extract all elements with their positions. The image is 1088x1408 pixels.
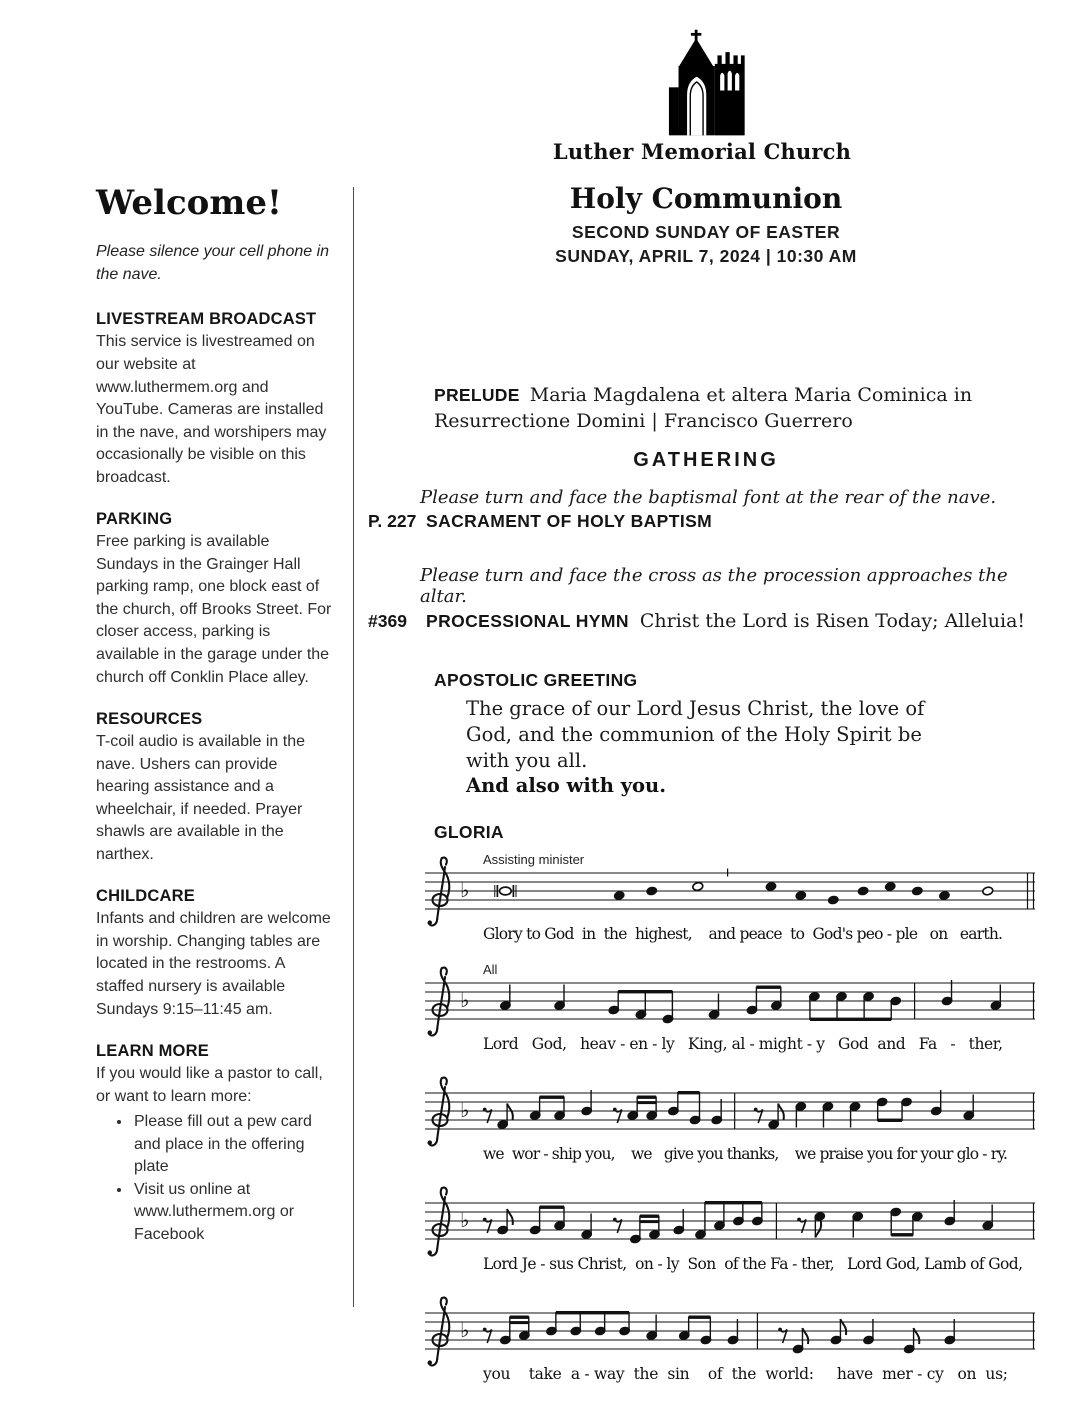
gathering-heading: GATHERING	[633, 448, 779, 471]
service-title: Holy Communion	[569, 182, 843, 215]
section-body-resources: T-coil audio is available in the nave. Ushers can provide hearing assistance and a wheelchair, if needed. Prayer shawls are available in the narthex.	[96, 733, 306, 863]
gloria-music-notation	[423, 849, 1044, 1392]
rubric-baptism: Please turn and face the baptismal font at the rear of the nave.	[420, 486, 997, 508]
greeting-text: The grace of our Lord Jesus Christ, the love of God, and the communion of the Holy Spirit be with you all.	[466, 696, 925, 772]
gloria-staff-3	[423, 1069, 1044, 1172]
section-heading-parking: PARKING	[96, 510, 173, 529]
rubric-procession: Please turn and face the cross as the procession approaches the altar.	[420, 564, 1008, 607]
welcome-title: Welcome!	[96, 183, 282, 223]
prelude-line	[434, 383, 974, 435]
section-body-childcare: Infants and children are welcome in worship. Changing tables are located in the restrooms. A staffed nursery is available Sundays 9:15–11:45 am.	[96, 910, 331, 1018]
section-heading-learn-more: LEARN MORE	[96, 1042, 209, 1061]
section-heading-childcare: CHILDCARE	[96, 887, 195, 906]
greeting-response: And also with you.	[466, 774, 667, 798]
item-label: SACRAMENT OF HOLY BAPTISM	[426, 510, 713, 531]
svg-text:♭: ♭	[460, 988, 470, 1013]
svg-text:♭: ♭	[460, 878, 470, 903]
service-subtitle: SECOND SUNDAY OF EASTER	[571, 222, 841, 242]
section-heading-livestream: LIVESTREAM BROADCAST	[96, 310, 317, 329]
column-divider	[353, 187, 354, 1307]
section-body-learn-more: If you would like a pastor to call, or want to learn more:	[96, 1065, 323, 1105]
church-logo-icon	[654, 28, 750, 136]
section-heading-resources: RESOURCES	[96, 710, 203, 729]
page-ref: P. 227	[368, 510, 417, 531]
svg-text:♭: ♭	[460, 1318, 470, 1343]
svg-text:we wor - ship you, we gi: we wor - ship you, we give you thanks, we praise you for your glo - ry.	[483, 1145, 1008, 1164]
hymn-title: Christ the Lord is Risen Today; Alleluia!	[639, 609, 1026, 632]
learn-more-list	[96, 1111, 333, 1246]
prelude-label: PRELUDE	[434, 385, 520, 405]
church-name: Luther Memorial Church	[552, 139, 852, 164]
section-body-parking: Free parking is available Sundays in the Grainger Hall parking ramp, one block east of the church, off Brooks Street. For closer access, parking is available in the garage under the church off Conklin Place alley.	[96, 533, 332, 686]
prelude-title: Maria Magdalena et altera Maria Cominica in Resurrectione Domini | Francisco Guerrero	[434, 384, 973, 432]
svg-text:All: All	[483, 962, 498, 978]
silence-note: Please silence your cell phone in the nave.	[96, 243, 330, 283]
order-of-service	[368, 182, 1044, 1399]
section-body-livestream: This service is livestreamed on our website at www.luthermem.org and YouTube. Cameras are installed in the nave, and worshipers may occasionally be visible on this broadcast.	[96, 333, 327, 486]
sidebar	[96, 183, 333, 1246]
hymn-number: #369	[368, 610, 407, 631]
svg-text:you take a - way the sin: you take a - way the sin of the world: have mer - cy on us;	[483, 1365, 1008, 1384]
gloria-staff-5	[423, 1289, 1044, 1392]
item-label: PROCESSIONAL HYMN	[426, 610, 629, 631]
svg-text:♭: ♭	[460, 1098, 470, 1123]
gloria-staff-2	[423, 959, 1044, 1062]
service-datetime: SUNDAY, APRIL 7, 2024 | 10:30 AM	[555, 246, 857, 266]
apostolic-greeting-label: APOSTOLIC GREETING	[434, 669, 638, 690]
gloria-staff-1	[423, 849, 1044, 952]
svg-text:Lord God, heav - en - ly: Lord God, heav - en - ly King, al - might - y God and Fa - ther,	[483, 1035, 1003, 1054]
gloria-label: GLORIA	[434, 822, 504, 843]
svg-text:Glory to God in the highest: Glory to God in the highest, and peace to God's peo - ple on earth.	[483, 925, 1003, 944]
gloria-staff-4	[423, 1179, 1044, 1282]
service-item-baptism	[368, 511, 1044, 532]
svg-text:♭: ♭	[460, 1208, 470, 1233]
service-item-processional-hymn	[368, 610, 1044, 632]
list-item: • Please fill out a pew card and place in the offering plate	[132, 1111, 333, 1179]
list-item: • Visit us online at www.luthermem.org or Facebook	[132, 1179, 333, 1247]
svg-text:Lord Je - sus Christ, on - ly: Lord Je - sus Christ, on - ly Son of the Fa - ther, Lord God, Lamb of God,	[483, 1255, 1024, 1274]
header	[552, 28, 852, 164]
svg-text:Assisting minister: Assisting minister	[483, 852, 585, 868]
